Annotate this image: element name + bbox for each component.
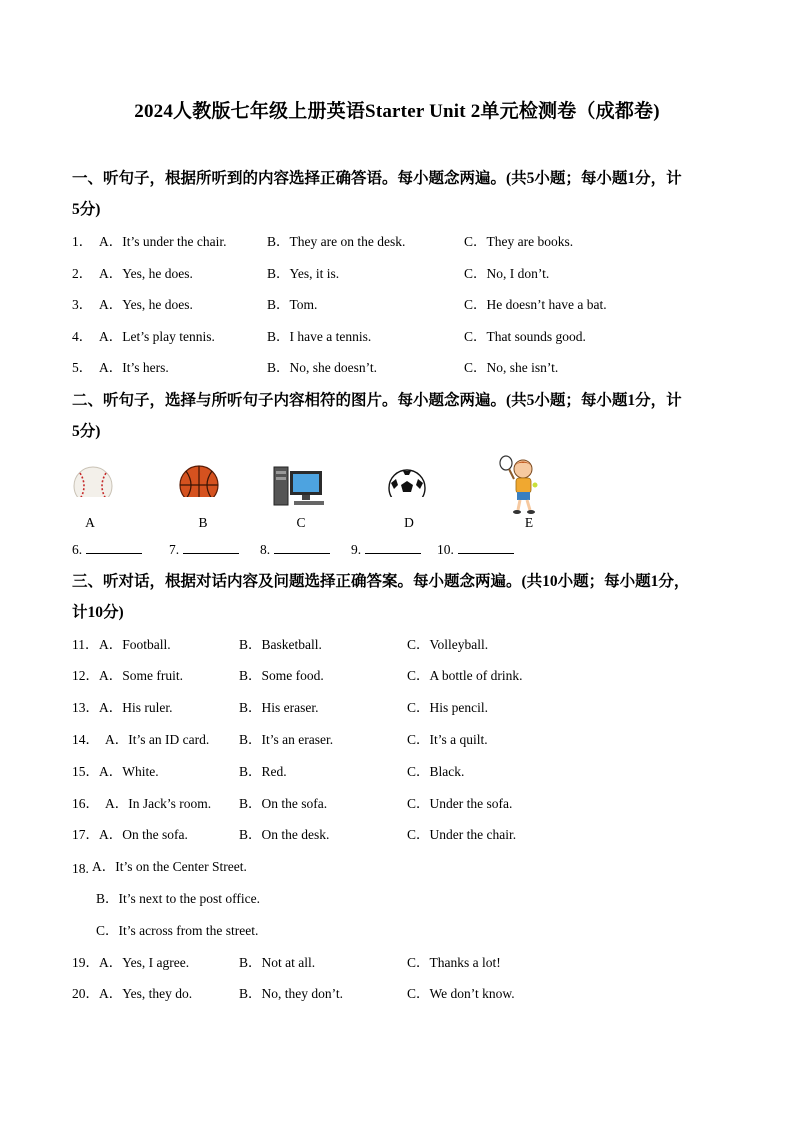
option-a: A．Football.	[99, 637, 171, 652]
option-b: B．They are on the desk.	[267, 234, 406, 249]
option-c: C．No, I don’t.	[464, 266, 550, 281]
soccer-ball-icon	[386, 455, 428, 497]
option-a: A．Yes, I agree.	[99, 955, 190, 970]
option-c: C．His pencil.	[407, 700, 488, 715]
option-b: B．No, they don’t.	[239, 986, 343, 1001]
computer-icon	[272, 455, 328, 511]
blank-line[interactable]	[458, 540, 514, 554]
baseball-icon	[72, 455, 114, 497]
question-number: 11．	[72, 637, 99, 652]
question-number: 2．	[72, 266, 93, 281]
picture-c	[272, 455, 332, 535]
question-number: 1．	[72, 234, 93, 249]
option-b: B．It’s next to the post office.	[96, 891, 260, 906]
option-c: C．It’s across from the street.	[96, 923, 259, 938]
section3-heading-line2: 计10分)	[72, 604, 124, 621]
section2-heading	[72, 385, 732, 447]
tennis-player-icon	[497, 455, 541, 515]
question-number: 3．	[72, 297, 93, 312]
option-a: A．In Jack’s room.	[105, 796, 212, 811]
option-b: B．His eraser.	[239, 700, 319, 715]
option-b: B．It’s an eraser.	[239, 732, 334, 747]
question-number: 4．	[72, 329, 93, 344]
blank-number: 9.	[351, 542, 362, 557]
option-b: B．Yes, it is.	[267, 266, 340, 281]
picture-d	[386, 455, 446, 535]
option-c: C．Thanks a lot!	[407, 955, 501, 970]
blank-line[interactable]	[365, 540, 421, 554]
option-b: B．Not at all.	[239, 955, 316, 970]
blank-item	[169, 540, 239, 558]
option-a: A．Some fruit.	[99, 668, 183, 683]
picture-label: D	[404, 515, 414, 530]
picture-label: A	[85, 515, 95, 530]
picture-options	[72, 455, 572, 535]
option-c: C．A bottle of drink.	[407, 668, 523, 683]
picture-label: B	[198, 515, 208, 530]
blank-line[interactable]	[183, 540, 239, 554]
blank-number: 8.	[260, 542, 271, 557]
section2-heading-line1: 二、听句子，选择与所听句子内容相符的图片。每小题念两遍。(共5小题；每小题1分，计	[72, 392, 682, 409]
question-number: 19．	[72, 955, 99, 970]
option-c: C．No, she isn’t.	[464, 360, 559, 375]
picture-label: E	[524, 515, 534, 530]
question-number: 15．	[72, 764, 99, 779]
blank-item	[437, 540, 514, 558]
option-b: B．Some food.	[239, 668, 324, 683]
blank-line[interactable]	[86, 540, 142, 554]
blank-item	[351, 540, 421, 558]
picture-e	[497, 455, 557, 535]
option-a: A．Yes, he does.	[99, 297, 193, 312]
question-number: 14．	[72, 732, 99, 747]
section1-heading-line2: 5分)	[72, 201, 101, 218]
option-b: B．I have a tennis.	[267, 329, 372, 344]
option-a: A．It’s hers.	[99, 360, 169, 375]
page-title: 2024人教版七年级上册英语Starter Unit 2单元检测卷（成都卷)	[134, 101, 660, 122]
option-c: C．That sounds good.	[464, 329, 586, 344]
option-a: A．On the sofa.	[99, 827, 188, 842]
option-c: C．Under the sofa.	[407, 796, 513, 811]
question-number: 16．	[72, 796, 99, 811]
blank-number: 6.	[72, 542, 83, 557]
question-number: 13．	[72, 700, 99, 715]
option-c: C．Volleyball.	[407, 637, 489, 652]
basketball-icon	[178, 455, 220, 497]
picture-label: C	[296, 515, 306, 530]
option-a: A．Yes, he does.	[99, 266, 193, 281]
question-number: 17．	[72, 827, 99, 842]
option-b: B．On the sofa.	[239, 796, 328, 811]
option-a: A．It’s under the chair.	[99, 234, 227, 249]
picture-b	[178, 455, 238, 535]
option-b: B．Red.	[239, 764, 287, 779]
blank-line[interactable]	[274, 540, 330, 554]
question-number: 20．	[72, 986, 99, 1001]
option-a: A．Yes, they do.	[99, 986, 193, 1001]
option-b: B．No, she doesn’t.	[267, 360, 377, 375]
option-a: A．Let’s play tennis.	[99, 329, 215, 344]
blank-item	[260, 540, 330, 558]
option-a: A．His ruler.	[99, 700, 173, 715]
option-a: A．White.	[99, 764, 159, 779]
question-number: 5．	[72, 360, 93, 375]
picture-a	[72, 455, 132, 535]
option-c: C．He doesn’t have a bat.	[464, 297, 607, 312]
option-c: C．It’s a quilt.	[407, 732, 488, 747]
question-number: 18.	[72, 861, 89, 876]
section3-heading-line1: 三、听对话，根据对话内容及问题选择正确答案。每小题念两遍。(共10小题；每小题1分，	[72, 573, 690, 590]
section3-heading	[72, 566, 732, 628]
option-c: C．We don’t know.	[407, 986, 515, 1001]
option-c: C．Under the chair.	[407, 827, 517, 842]
blank-number: 10.	[437, 542, 454, 557]
option-c: C．Black.	[407, 764, 465, 779]
section1-heading-line1: 一、听句子，根据所听到的内容选择正确答语。每小题念两遍。(共5小题；每小题1分，计	[72, 170, 682, 187]
blank-number: 7.	[169, 542, 180, 557]
option-a: A．It’s an ID card.	[105, 732, 210, 747]
question-number: 12．	[72, 668, 99, 683]
option-b: B．Tom.	[267, 297, 318, 312]
option-c: C．They are books.	[464, 234, 574, 249]
section1-heading	[72, 163, 732, 225]
option-b: B．On the desk.	[239, 827, 330, 842]
blank-item	[72, 540, 142, 558]
option-b: B．Basketball.	[239, 637, 322, 652]
option-a: A．It’s on the Center Street.	[92, 859, 247, 874]
section2-heading-line2: 5分)	[72, 423, 101, 440]
